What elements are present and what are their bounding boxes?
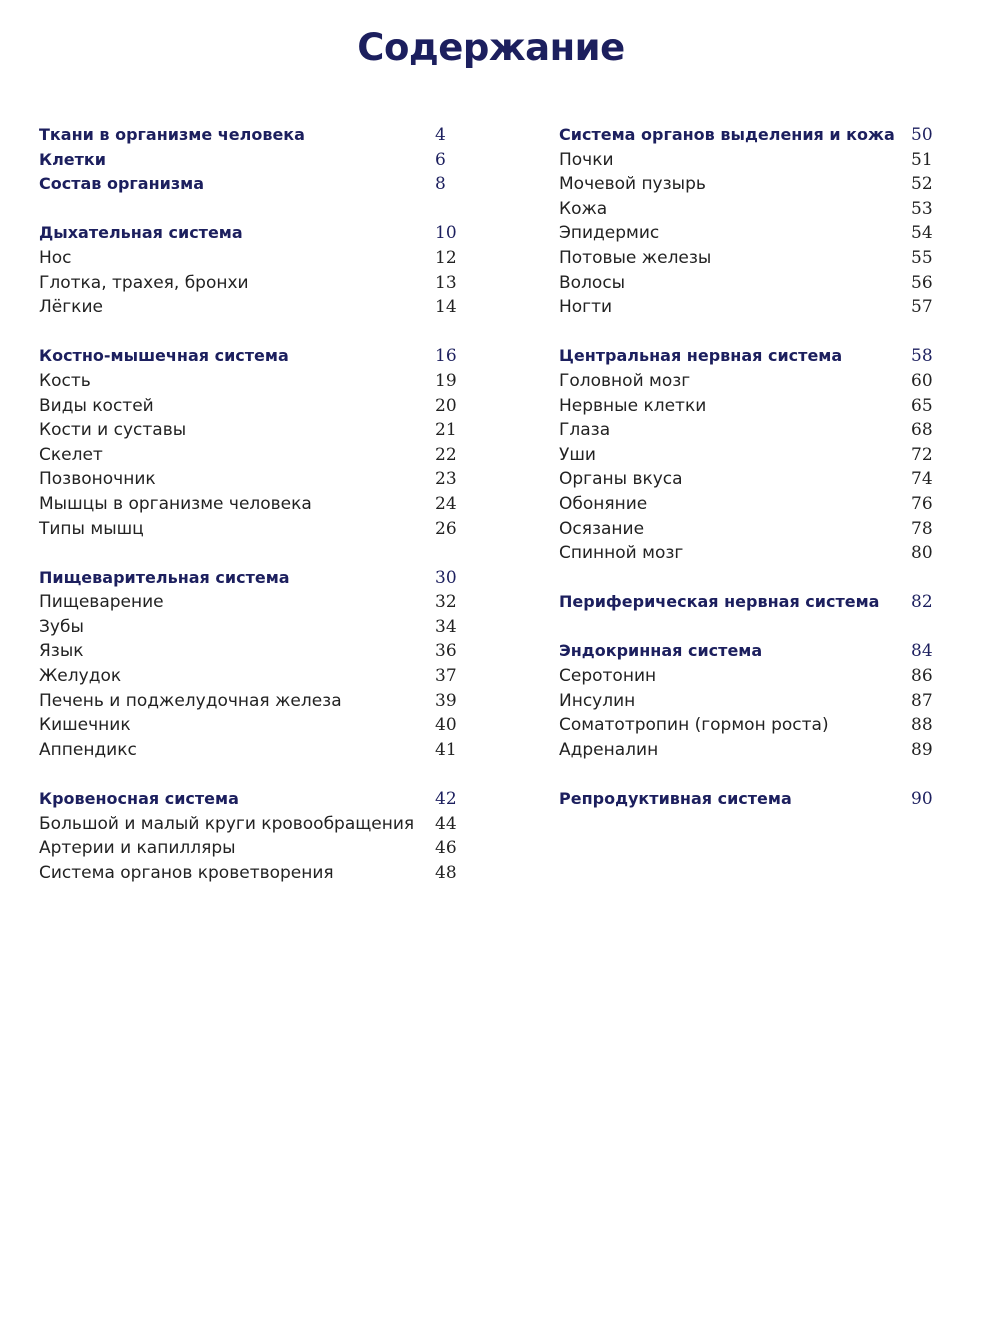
toc-entry[interactable]	[39, 861, 469, 886]
toc-page-number: 6	[435, 149, 446, 170]
toc-entry-title: Костно-мышечная система	[39, 346, 289, 366]
toc-page-number: 86	[911, 666, 933, 687]
toc-section-heading[interactable]	[39, 344, 469, 369]
toc-entry[interactable]	[559, 492, 943, 517]
toc-page-number: 60	[911, 370, 933, 391]
toc-entry[interactable]	[39, 394, 469, 419]
toc-entry[interactable]	[39, 639, 469, 664]
toc-page-number: 24	[435, 493, 457, 514]
toc-entry[interactable]	[39, 590, 469, 615]
toc-page-number: 53	[911, 198, 933, 219]
toc-entry-title: Кишечник	[39, 715, 131, 736]
toc-page-number: 30	[435, 567, 457, 588]
toc-entry-title: Центральная нервная система	[559, 346, 843, 366]
toc-entry[interactable]	[559, 713, 943, 738]
toc-entry-title: Большой и малый круги кровообращения	[39, 813, 415, 834]
toc-entry-title: Аппендикс	[39, 739, 137, 760]
toc-entry[interactable]	[559, 246, 943, 271]
toc-entry-title: Ногти	[559, 297, 613, 318]
toc-entry-title: Спинной мозг	[559, 543, 684, 564]
toc-entry[interactable]	[559, 541, 943, 566]
toc-section-heading[interactable]	[559, 787, 943, 812]
toc-entry[interactable]	[559, 172, 943, 197]
toc-entry-title: Виды костей	[39, 395, 154, 416]
toc-entry[interactable]	[39, 492, 469, 517]
toc-entry-title: Типы мышц	[39, 518, 144, 539]
toc-entry-title: Осязание	[559, 518, 645, 539]
toc-section-heading[interactable]	[39, 123, 469, 148]
toc-entry-title: Потовые железы	[559, 247, 712, 268]
toc-page-number: 39	[435, 690, 457, 711]
toc-section-heading[interactable]	[39, 148, 469, 173]
toc-page-number: 50	[911, 125, 933, 145]
toc-page-number: 14	[435, 297, 457, 318]
toc-page-number: 90	[911, 789, 933, 810]
page-title: Содержание	[357, 26, 625, 69]
toc-section-heading[interactable]	[559, 344, 943, 369]
toc-entry-title: Мочевой пузырь	[559, 174, 706, 195]
toc-entry[interactable]	[39, 467, 469, 492]
toc-entry-title: Почки	[559, 149, 614, 170]
toc-entry[interactable]	[39, 664, 469, 689]
toc-entry[interactable]	[39, 812, 469, 837]
toc-section-heading[interactable]	[559, 639, 943, 664]
toc-entry-title: Адреналин	[559, 739, 659, 760]
toc-page-number: 68	[911, 420, 933, 441]
toc-section	[39, 344, 469, 541]
toc-page-number: 57	[911, 297, 933, 318]
toc-section	[559, 639, 943, 762]
toc-entry-title: Ткани в организме человека	[39, 125, 305, 144]
toc-entry[interactable]	[559, 221, 943, 246]
toc-entry-title: Желудок	[39, 666, 122, 687]
toc-entry-title: Дыхательная система	[39, 223, 243, 243]
toc-entry-title: Обоняние	[559, 493, 648, 514]
toc-entry-title: Периферическая нервная система	[559, 592, 880, 612]
toc-page-number: 4	[435, 125, 446, 145]
toc-entry[interactable]	[559, 418, 943, 443]
toc-entry-title: Артерии и капилляры	[39, 838, 236, 859]
toc-page-number: 72	[911, 444, 933, 465]
toc-page-number: 51	[911, 149, 933, 170]
toc-page-number: 76	[911, 493, 933, 514]
toc-entry[interactable]	[39, 738, 469, 763]
toc-entry-title: Позвоночник	[39, 469, 156, 490]
toc-entry[interactable]	[559, 295, 943, 320]
toc-section-heading[interactable]	[39, 221, 469, 246]
toc-left-column	[39, 123, 469, 910]
toc-section-heading[interactable]	[39, 566, 469, 591]
toc-entry-title: Кости и суставы	[39, 420, 187, 441]
toc-entry[interactable]	[39, 836, 469, 861]
toc-entry[interactable]	[39, 418, 469, 443]
toc-entry-title: Серотонин	[559, 666, 657, 687]
toc-page-number: 48	[435, 862, 457, 883]
toc-page-number: 87	[911, 690, 933, 711]
toc-entry-title: Пищеварение	[39, 592, 164, 613]
toc-entry-title: Язык	[39, 641, 84, 662]
toc-entry[interactable]	[39, 443, 469, 468]
toc-page-number: 23	[435, 469, 457, 490]
toc-entry[interactable]	[559, 148, 943, 173]
toc-page-number: 12	[435, 247, 457, 268]
toc-page-number: 44	[435, 813, 457, 834]
toc-entry[interactable]	[559, 271, 943, 296]
toc-page-number: 36	[435, 641, 457, 662]
toc-entry-title: Кость	[39, 370, 91, 391]
toc-entry-title: Скелет	[39, 444, 103, 465]
toc-page-number: 82	[911, 592, 933, 613]
toc-entry-title: Состав организма	[39, 174, 205, 194]
toc-section-heading[interactable]	[559, 590, 943, 615]
toc-page-number: 16	[435, 346, 457, 367]
toc-entry[interactable]	[559, 394, 943, 419]
toc-section	[39, 787, 469, 885]
toc-entry-title: Органы вкуса	[559, 469, 683, 490]
toc-entry[interactable]	[39, 246, 469, 271]
toc-page-number: 26	[435, 518, 457, 539]
toc-section	[39, 566, 469, 763]
toc-entry-title: Репродуктивная система	[559, 789, 792, 809]
toc-page-number: 19	[435, 370, 457, 391]
toc-entry-title: Инсулин	[559, 690, 636, 711]
toc-page-number: 54	[911, 223, 933, 244]
toc-entry[interactable]	[39, 615, 469, 640]
toc-entry-title: Кровеносная система	[39, 789, 239, 809]
toc-page-number: 80	[911, 543, 933, 564]
toc-entry[interactable]	[39, 295, 469, 320]
toc-entry[interactable]	[559, 369, 943, 394]
toc-page-number: 22	[435, 444, 457, 465]
toc-entry[interactable]	[39, 713, 469, 738]
toc-entry-title: Кожа	[559, 198, 608, 219]
toc-page-number: 88	[911, 715, 933, 736]
toc-entry-title: Система органов кроветворения	[39, 862, 334, 883]
toc-entry-title: Уши	[559, 444, 596, 465]
toc-section-heading[interactable]	[559, 123, 943, 148]
toc-entry[interactable]	[559, 664, 943, 689]
toc-entry[interactable]	[559, 738, 943, 763]
toc-section-heading[interactable]	[39, 787, 469, 812]
toc-entry-title: Эпидермис	[559, 223, 660, 244]
toc-entry-title: Система органов выделения и кожа	[559, 125, 895, 144]
toc-entry[interactable]	[559, 197, 943, 222]
toc-page-number: 84	[911, 641, 933, 662]
toc-page-number: 65	[911, 395, 933, 416]
toc-entry[interactable]	[39, 369, 469, 394]
toc-page-number: 56	[911, 272, 933, 293]
toc-page-number: 10	[435, 223, 457, 244]
toc-section	[559, 590, 943, 615]
toc-page-number: 13	[435, 272, 457, 293]
toc-page-number: 41	[435, 739, 457, 760]
toc-entry-title: Зубы	[39, 616, 84, 637]
toc-entry-title: Волосы	[559, 272, 626, 293]
toc-entry[interactable]	[39, 271, 469, 296]
toc-section	[559, 787, 943, 812]
toc-entry[interactable]	[559, 467, 943, 492]
toc-entry[interactable]	[559, 689, 943, 714]
toc-entry-title: Мышцы в организме человека	[39, 493, 312, 514]
toc-section	[39, 123, 469, 197]
toc-entry-title: Глаза	[559, 420, 611, 441]
toc-section	[559, 123, 943, 320]
toc-page-number: 42	[435, 789, 457, 810]
toc-section	[559, 344, 943, 565]
toc-right-column	[559, 123, 943, 836]
toc-page-number: 89	[911, 739, 933, 760]
toc-entry[interactable]	[39, 689, 469, 714]
toc-page-number: 40	[435, 715, 457, 736]
toc-entry-title: Нервные клетки	[559, 395, 707, 416]
toc-section	[39, 221, 469, 319]
toc-page-number: 46	[435, 838, 457, 859]
toc-page-number: 8	[435, 174, 446, 195]
toc-entry[interactable]	[39, 517, 469, 542]
toc-page-number: 55	[911, 247, 933, 268]
toc-page-number: 37	[435, 666, 457, 687]
toc-entry-title: Нос	[39, 247, 72, 268]
toc-page-number: 32	[435, 592, 457, 613]
toc-page-number: 58	[911, 346, 933, 367]
toc-entry[interactable]	[559, 517, 943, 542]
toc-entry-title: Пищеварительная система	[39, 567, 290, 587]
toc-entry-title: Печень и поджелудочная железа	[39, 690, 342, 711]
toc-page-number: 20	[435, 395, 457, 416]
toc-entry-title: Клетки	[39, 149, 106, 169]
toc-entry-title: Эндокринная система	[559, 641, 763, 661]
toc-entry[interactable]	[559, 443, 943, 468]
toc-page-number: 34	[435, 616, 457, 637]
toc-page-number: 52	[911, 174, 933, 195]
toc-entry-title: Соматотропин (гормон роста)	[559, 715, 829, 736]
toc-entry-title: Лёгкие	[39, 297, 103, 318]
toc-page-number: 21	[435, 420, 457, 441]
toc-page-number: 74	[911, 469, 933, 490]
toc-entry-title: Глотка, трахея, бронхи	[39, 272, 249, 293]
toc-section-heading[interactable]	[39, 172, 469, 197]
toc-page-number: 78	[911, 518, 933, 539]
toc-entry-title: Головной мозг	[559, 370, 691, 391]
